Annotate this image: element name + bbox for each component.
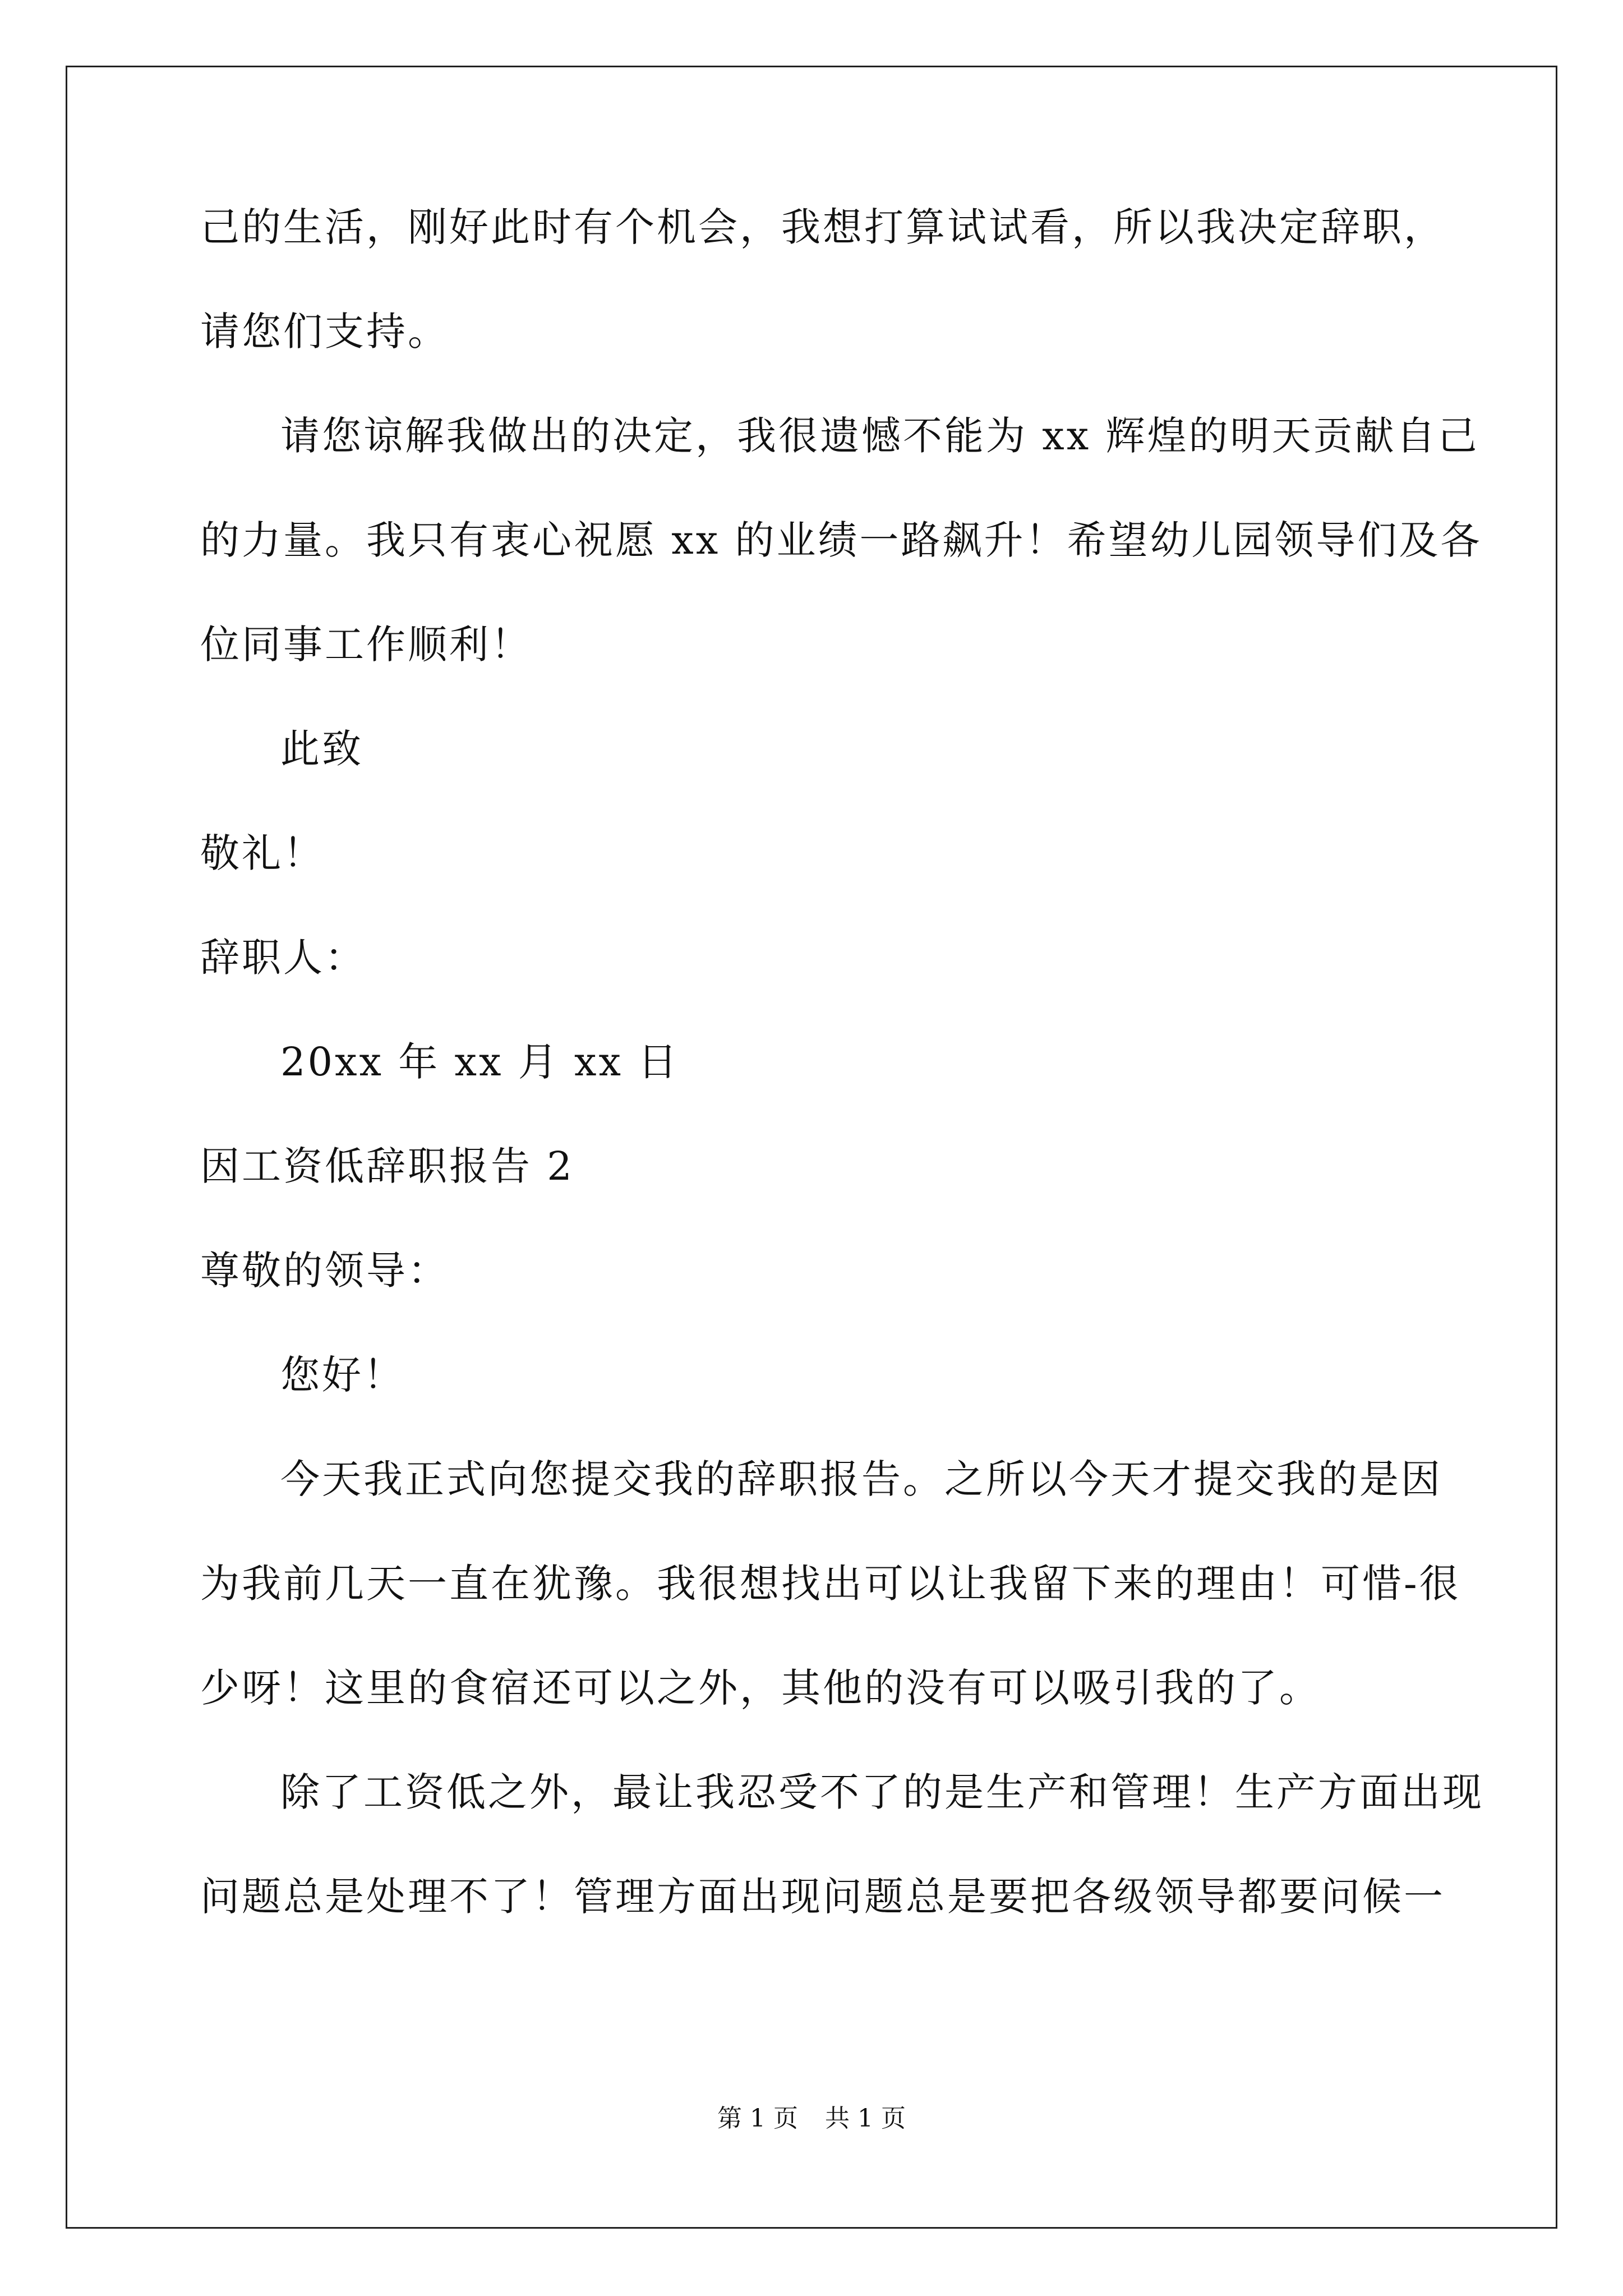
page-footer xyxy=(0,2106,1623,2131)
paragraph-line-16: 除了工资低之外，最让我忍受不了的是生产和管理！生产方面出现 xyxy=(280,1769,1484,1815)
greeting-addressee: 尊敬的领导： xyxy=(200,1248,449,1294)
paragraph-line-3: 请您谅解我做出的决定，我很遗憾不能为 xx 辉煌的明天贡献自己 xyxy=(280,413,1479,459)
paragraph-line-1: 己的生活，刚好此时有个机会，我想打算试试看，所以我决定辞职， xyxy=(200,204,1445,250)
page-number: 第 1 页 xyxy=(717,2104,798,2133)
date-line: 20xx 年 xx 月 xx 日 xyxy=(280,1039,680,1085)
signature-label: 辞职人： xyxy=(200,935,366,981)
section-title: 因工资低辞职报告 2 xyxy=(200,1143,574,1189)
page-total: 共 1 页 xyxy=(825,2104,906,2133)
paragraph-line-4: 的力量。我只有衷心祝愿 xx 的业绩一路飙升！希望幼儿园领导们及各 xyxy=(200,517,1482,563)
paragraph-line-13: 今天我正式向您提交我的辞职报告。之所以今天才提交我的是因 xyxy=(280,1456,1442,1502)
greeting: 您好！ xyxy=(280,1352,405,1398)
closing-regards: 敬礼！ xyxy=(200,830,325,876)
paragraph-line-15: 少呀！这里的食宿还可以之外，其他的没有可以吸引我的了。 xyxy=(200,1665,1321,1711)
paragraph-line-14: 为我前几天一直在犹豫。我很想找出可以让我留下来的理由！可惜-很 xyxy=(200,1561,1461,1607)
paragraph-line-17: 问题总是处理不了！管理方面出现问题总是要把各级领导都要问候一 xyxy=(200,1874,1445,1920)
closing-salutation: 此致 xyxy=(280,726,363,772)
document-body xyxy=(200,204,1484,1981)
paragraph-line-2: 请您们支持。 xyxy=(200,309,449,355)
paragraph-line-5: 位同事工作顺利！ xyxy=(200,622,532,668)
